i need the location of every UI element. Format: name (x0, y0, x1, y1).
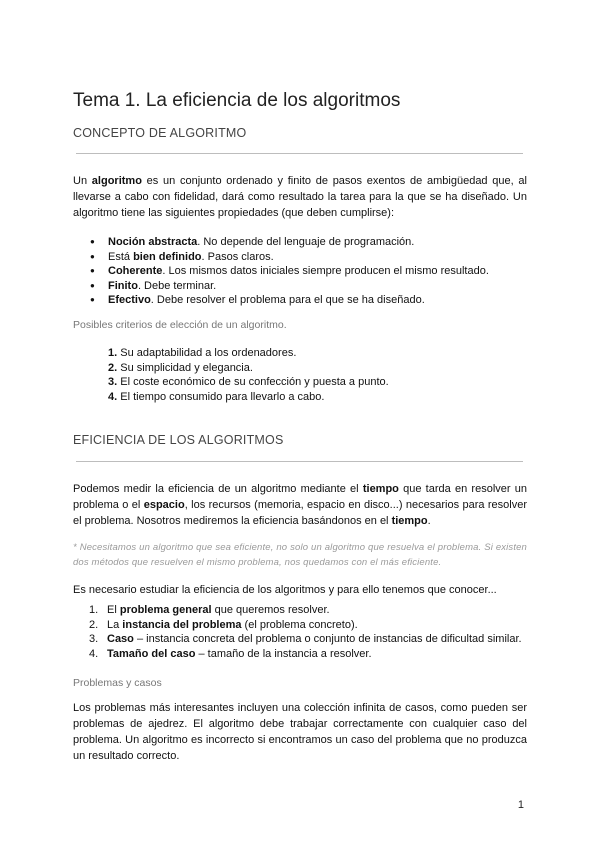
efficiency-note: * Necesitamos un algoritmo que sea eficiente, no solo un algoritmo que resuelva el problema. Si existen dos métodos que resuelven el mismo problema, nos quedamos con el más eficiente. (73, 542, 527, 568)
text-run: , los recursos (memoria, espacio en disco...) necesarios para resolver el problema. Nosotros mediremos la eficiencia basándonos en el (73, 499, 527, 527)
text-run: El coste económico de su confección y puesta a punto. (117, 376, 389, 389)
text-run: (el problema concreto). (241, 618, 358, 631)
cases-subheading: Problemas y casos (73, 677, 162, 689)
list-item (90, 264, 489, 279)
item-number: 1. (89, 604, 99, 616)
list-item (108, 390, 389, 405)
text-run: El tiempo consumido para llevarlo a cabo. (117, 390, 325, 403)
text-run: . (427, 515, 431, 527)
list-item (108, 361, 389, 376)
bold-term: Efectivo (108, 294, 151, 307)
bold-term: bien definido (133, 250, 202, 263)
text-run: . Los mismos datos iniciales siempre producen el mismo resultado. (162, 265, 489, 278)
bold-term: tiempo (362, 483, 399, 495)
text-run: La (107, 618, 123, 631)
text-run: que queremos resolver. (211, 604, 330, 616)
bold-term: Tamaño del caso (107, 647, 196, 660)
item-number: 3. (89, 633, 99, 646)
section-divider (76, 461, 523, 462)
text-run: Podemos medir la eficiencia de un algoritmo mediante el (73, 483, 363, 495)
list-item (89, 647, 522, 662)
page-number: 1 (517, 799, 524, 811)
list-item (89, 632, 522, 647)
cases-paragraph: Los problemas más interesantes incluyen una colección infinita de casos, como pueden ser problemas de ajedrez. El algoritmo debe trabajar correctamente con cualquier caso del problema. Un algoritmo es incorrecto si encontramos un caso del problema que no produzca un resultado correcto. (73, 702, 527, 762)
text-run: Un (73, 175, 92, 187)
bold-term: tiempo (391, 515, 428, 527)
text-run: – tamaño de la instancia a resolver. (195, 647, 372, 660)
list-item (89, 603, 522, 618)
bold-term: Finito (108, 279, 138, 292)
section-heading-concepto: CONCEPTO DE ALGORITMO (73, 126, 247, 140)
item-number: 1. (108, 347, 118, 359)
list-item (108, 346, 389, 361)
bold-term: espacio (143, 499, 185, 511)
text-run: es un conjunto ordenado y finito de pasos exentos de ambigüedad que, al llevarse a cabo con fidelidad, dará como resultado la tarea para la que se ha diseñado. Un algoritmo tiene las siguientes propiedades (que deben cumplirse): (73, 175, 527, 219)
list-item (89, 618, 522, 633)
text-run: . No depende del lenguaje de programación. (197, 236, 415, 248)
item-number: 2. (108, 361, 118, 374)
item-number: 4. (108, 390, 118, 403)
study-paragraph: Es necesario estudiar la eficiencia de los algoritmos y para ello tenemos que conocer... (73, 584, 497, 596)
criteria-list (108, 346, 389, 404)
list-item (90, 235, 489, 250)
efficiency-intro-paragraph (73, 481, 527, 529)
bold-term: Coherente (108, 265, 163, 278)
bold-term: Noción abstracta (108, 236, 198, 248)
knowledge-list (89, 603, 522, 661)
bold-term: instancia del problema (122, 618, 242, 631)
document-title: Tema 1. La eficiencia de los algoritmos (73, 90, 401, 111)
item-number: 2. (89, 618, 99, 631)
text-run: . Pasos claros. (201, 250, 274, 263)
section-heading-eficiencia: EFICIENCIA DE LOS ALGORITMOS (73, 433, 284, 447)
list-item (108, 375, 389, 390)
text-run: El (107, 604, 120, 616)
bold-term: algoritmo (91, 175, 142, 187)
item-number: 3. (108, 376, 118, 389)
criteria-subheading: Posibles criterios de elección de un algoritmo. (73, 319, 287, 331)
text-run: . Debe terminar. (137, 279, 217, 292)
text-run: Su adaptabilidad a los ordenadores. (117, 347, 297, 359)
list-item (90, 293, 489, 308)
list-item (90, 250, 489, 265)
text-run: – instancia concreta del problema o conjunto de instancias de dificultad similar. (133, 633, 522, 646)
bold-term: problema general (119, 604, 212, 616)
section-divider (76, 153, 523, 154)
text-run: . Debe resolver el problema para el que se ha diseñado. (150, 294, 425, 307)
algorithm-properties-list (90, 235, 489, 308)
bold-term: Caso (107, 633, 134, 646)
item-number: 4. (89, 647, 99, 660)
algorithm-definition-paragraph (73, 173, 527, 221)
text-run: Está (108, 250, 134, 263)
list-item (90, 279, 489, 294)
text-run: que tarda en resolver un problema o el (73, 483, 527, 511)
text-run: Su simplicidad y elegancia. (117, 361, 253, 374)
